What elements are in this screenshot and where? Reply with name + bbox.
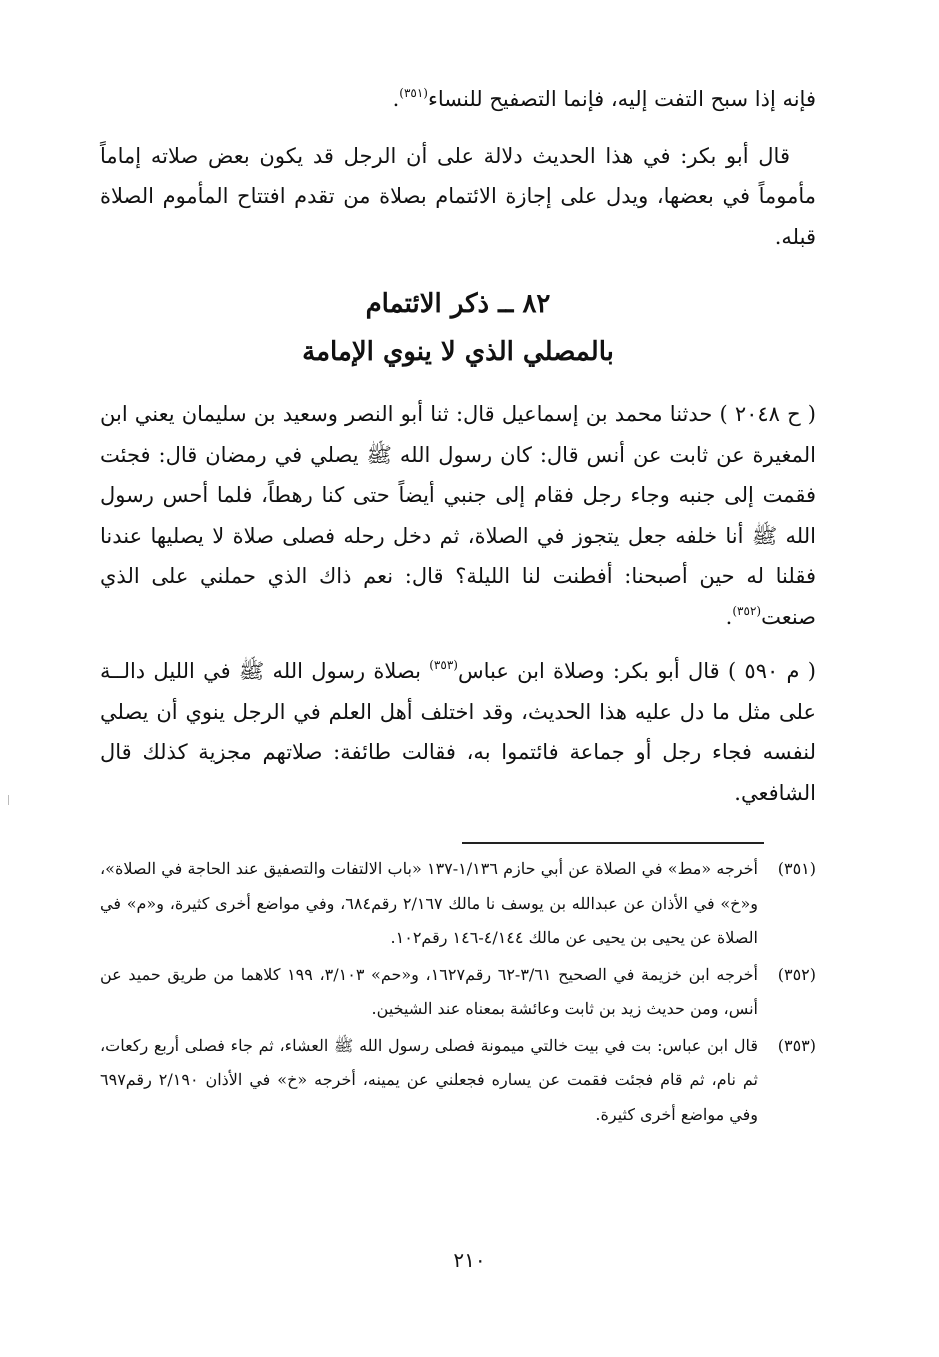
footnotes-section — [100, 852, 816, 1134]
period: . — [392, 87, 400, 111]
intro-section — [100, 79, 816, 257]
footnote-number: (٣٥٢) — [777, 964, 816, 984]
commentary-text-part-2: بصلاة رسول الله ﷺ في الليل دالــة على مثل ما دل عليه هذا الحديث، وقد اختلف أهل العلم في الرجل ينوي أن يصلي لنفسه فجاء رجل أو جماعة فائتموا به، فقالت طائفة: صلاتهم مجزية كذلك قال الشافعي. — [100, 659, 816, 805]
footnote-ref-352: (٣٥٢) — [732, 603, 762, 618]
hadith-paragraph — [100, 394, 816, 637]
footnote-ref-351: (٣٥١) — [399, 86, 428, 100]
footnote-text: قال ابن عباس: بت في بيت خالتي ميمونة فصلى رسول الله ﷺ العشاء، ثم جاء فصلى أربع ركعات، ثم نام، ثم قام فجئت فقمت عن يساره فجعلني عن يمينه، أخرجه «خ» في الأذان ٢/١٩٠ رقم٦٩٧ وفي مواضع أخرى كثيرة. — [100, 1035, 759, 1124]
footnote-text: أخرجه ابن خزيمة في الصحيح ٣/٦١-٦٢ رقم١٦٢٧، و«حم» ٣/١٠٣، ١٩٩ كلاهما من طريق حميد عن أنس، ومن حديث زيد بن ثابت وعائشة بمعناه عند الشيخين. — [100, 964, 759, 1018]
hadith-text: ( ح ٢٠٤٨ ) حدثنا محمد بن إسماعيل قال: ثنا أبو النصر وسعيد بن سليمان يعني ابن المغيرة عن ثابت عن أنس قال: كان رسول الله ﷺ يصلي في رمضان قال: فجئت فقمت إلى جنبه وجاء رجل فقام إلى جنبي أيضاً حتى كنا رهطاً، فلما أحس رسول الله ﷺ أنا خلفه جعل يتجوز في الصلاة، ثم دخل رحله فصلى صلاة لا يصليها عندنا فقلنا له حين أصبحنا: أفطنت لنا الليلة؟ قال: نعم ذاك الذي حملني على الذي صنعت — [100, 402, 816, 629]
intro-paragraph-1-text: فإنه إذا سبح التفت إليه، فإنما التصفيح للنساء — [427, 87, 816, 111]
footnote-353 — [100, 1029, 816, 1133]
margin-mark — [8, 795, 9, 805]
intro-paragraph-1 — [100, 79, 816, 120]
footnote-text: أخرجه «مط» في الصلاة عن أبي حازم ١/١٣٦-١٣٧ «باب الالتفات والتصفيق عند الحاجة في الصلاة»، و«خ» في الأذان عن عبدالله بن يوسف نا مالك ٢/١٦٧ رقم٦٨٤، وفي مواضع أخرى كثيرة، و«م» في الصلاة عن يحيى بن يحيى عن مالك ٤/١٤٤-١٤٦ رقم١٠٢. — [100, 859, 758, 947]
chapter-title-line-2: بالمصلي الذي لا ينوي الإمامة — [302, 337, 614, 367]
footnote-ref-353: (٣٥٣) — [429, 658, 458, 672]
chapter-heading — [100, 280, 816, 376]
footnote-divider — [462, 842, 764, 844]
period: . — [725, 604, 733, 629]
commentary-paragraph — [100, 651, 816, 813]
footnote-351 — [100, 852, 816, 956]
intro-paragraph-2: قال أبو بكر: في هذا الحديث دلالة على أن الرجل قد يكون بعض صلاته إماماً مأموماً في بعضها، ويدل على إجازة الائتمام بصلاة من تقدم افتتاح المأموم الصلاة قبله. — [100, 143, 816, 249]
chapter-title-line-1: ٨٢ ــ ذكر الائتمام — [365, 289, 551, 319]
footnote-number: (٣٥١) — [777, 859, 816, 878]
page-number: ٢١٠ — [453, 1248, 486, 1272]
main-section — [100, 394, 816, 813]
footnote-number: (٣٥٣) — [777, 1035, 816, 1055]
commentary-text-part-1: ( م ٥٩٠ ) قال أبو بكر: وصلاة ابن عباس — [457, 659, 816, 683]
footnote-352 — [100, 958, 816, 1027]
